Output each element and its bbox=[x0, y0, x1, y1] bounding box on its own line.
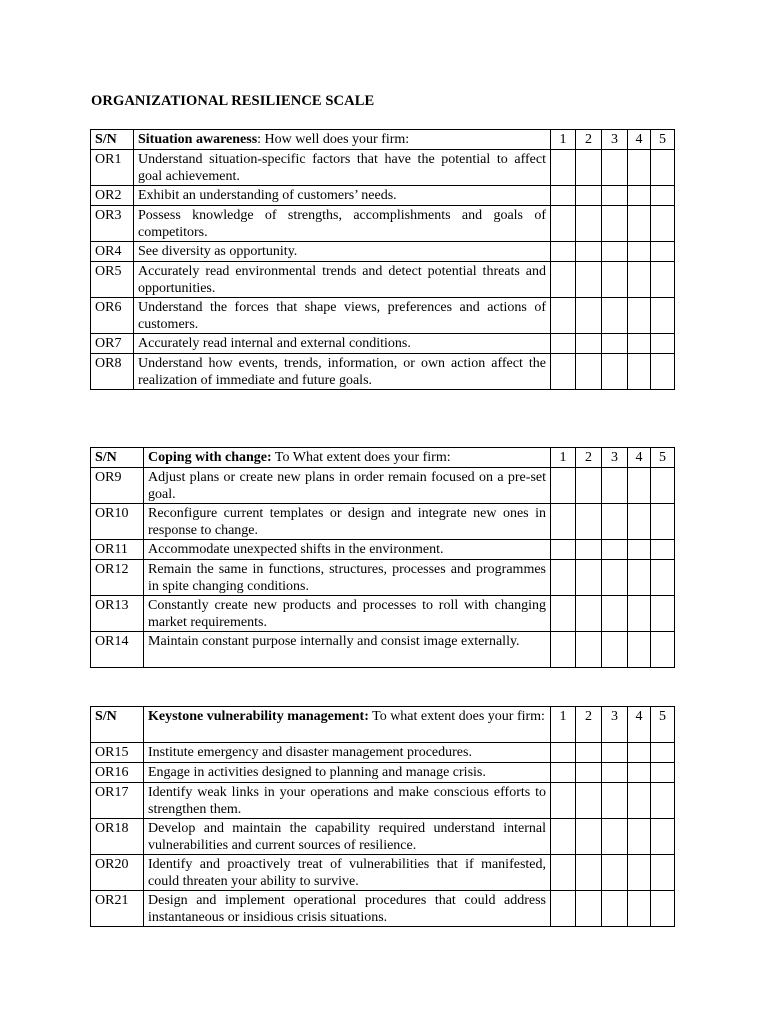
section-heading: Coping with change: To What extent does your firm: bbox=[144, 448, 551, 468]
item-id: OR15 bbox=[91, 743, 144, 763]
rating-cell[interactable] bbox=[576, 783, 602, 819]
item-id: OR5 bbox=[91, 262, 134, 298]
section-heading: Keystone vulnerability management: To what extent does your firm: bbox=[144, 707, 551, 743]
rating-cell[interactable] bbox=[651, 504, 675, 540]
rating-cell[interactable] bbox=[551, 819, 576, 855]
rating-cell[interactable] bbox=[576, 819, 602, 855]
rating-cell[interactable] bbox=[576, 540, 602, 560]
table-row bbox=[91, 504, 675, 540]
item-text: Exhibit an understanding of customers’ needs. bbox=[134, 186, 551, 206]
rating-cell[interactable] bbox=[602, 186, 628, 206]
table-row bbox=[91, 560, 675, 596]
table-row bbox=[91, 186, 675, 206]
rating-header-2: 2 bbox=[576, 448, 602, 468]
rating-cell[interactable] bbox=[602, 334, 628, 354]
item-id: OR21 bbox=[91, 891, 144, 927]
rating-cell[interactable] bbox=[551, 262, 576, 298]
rating-cell[interactable] bbox=[651, 468, 675, 504]
item-id: OR16 bbox=[91, 763, 144, 783]
rating-cell[interactable] bbox=[651, 743, 675, 763]
item-text: Accurately read internal and external conditions. bbox=[134, 334, 551, 354]
rating-cell[interactable] bbox=[628, 891, 651, 927]
rating-cell[interactable] bbox=[628, 298, 651, 334]
rating-cell[interactable] bbox=[651, 354, 675, 390]
table-row bbox=[91, 891, 675, 927]
rating-cell[interactable] bbox=[628, 334, 651, 354]
item-text: Possess knowledge of strengths, accomplishments and goals of competitors. bbox=[134, 206, 551, 242]
item-text: Institute emergency and disaster management procedures. bbox=[144, 743, 551, 763]
rating-header-5: 5 bbox=[651, 707, 675, 743]
rating-cell[interactable] bbox=[602, 891, 628, 927]
rating-cell[interactable] bbox=[651, 150, 675, 186]
rating-cell[interactable] bbox=[628, 206, 651, 242]
rating-cell[interactable] bbox=[628, 743, 651, 763]
rating-header-2: 2 bbox=[576, 707, 602, 743]
rating-cell[interactable] bbox=[602, 298, 628, 334]
item-text: Understand the forces that shape views, preferences and actions of customers. bbox=[134, 298, 551, 334]
sn-header: S/N bbox=[91, 448, 144, 468]
rating-cell[interactable] bbox=[576, 334, 602, 354]
item-id: OR10 bbox=[91, 504, 144, 540]
sn-header: S/N bbox=[91, 707, 144, 743]
rating-cell[interactable] bbox=[576, 855, 602, 891]
table-row bbox=[91, 334, 675, 354]
table-row bbox=[91, 819, 675, 855]
rating-cell[interactable] bbox=[651, 206, 675, 242]
rating-header-1: 1 bbox=[551, 707, 576, 743]
rating-cell[interactable] bbox=[551, 186, 576, 206]
rating-header-4: 4 bbox=[628, 707, 651, 743]
item-text: Accommodate unexpected shifts in the environment. bbox=[144, 540, 551, 560]
rating-cell[interactable] bbox=[628, 150, 651, 186]
table-header-row bbox=[91, 448, 675, 468]
table-row bbox=[91, 298, 675, 334]
rating-cell[interactable] bbox=[576, 596, 602, 632]
rating-header-2: 2 bbox=[576, 130, 602, 150]
rating-cell[interactable] bbox=[551, 354, 576, 390]
rating-cell[interactable] bbox=[576, 206, 602, 242]
rating-cell[interactable] bbox=[602, 743, 628, 763]
item-text: Reconfigure current templates or design and integrate new ones in response to change. bbox=[144, 504, 551, 540]
rating-cell[interactable] bbox=[602, 596, 628, 632]
item-text: Identify and proactively treat of vulnerabilities that if manifested, could threaten your ability to survive. bbox=[144, 855, 551, 891]
rating-cell[interactable] bbox=[628, 354, 651, 390]
rating-cell[interactable] bbox=[651, 242, 675, 262]
rating-header-4: 4 bbox=[628, 130, 651, 150]
item-id: OR2 bbox=[91, 186, 134, 206]
rating-header-1: 1 bbox=[551, 130, 576, 150]
item-id: OR8 bbox=[91, 354, 134, 390]
rating-cell[interactable] bbox=[576, 242, 602, 262]
rating-cell[interactable] bbox=[576, 743, 602, 763]
rating-cell[interactable] bbox=[551, 632, 576, 668]
rating-cell[interactable] bbox=[651, 334, 675, 354]
item-id: OR14 bbox=[91, 632, 144, 668]
rating-cell[interactable] bbox=[628, 596, 651, 632]
rating-cell[interactable] bbox=[576, 468, 602, 504]
rating-cell[interactable] bbox=[576, 504, 602, 540]
rating-cell[interactable] bbox=[551, 891, 576, 927]
table-row bbox=[91, 150, 675, 186]
rating-cell[interactable] bbox=[551, 504, 576, 540]
item-text: Adjust plans or create new plans in order remain focused on a pre-set goal. bbox=[144, 468, 551, 504]
table-row bbox=[91, 540, 675, 560]
rating-cell[interactable] bbox=[576, 891, 602, 927]
item-id: OR13 bbox=[91, 596, 144, 632]
item-text: Understand how events, trends, information, or own action affect the realization of immediate and future goals. bbox=[134, 354, 551, 390]
rating-cell[interactable] bbox=[602, 560, 628, 596]
rating-header-1: 1 bbox=[551, 448, 576, 468]
item-text: Engage in activities designed to planning and manage crisis. bbox=[144, 763, 551, 783]
rating-cell[interactable] bbox=[551, 855, 576, 891]
rating-cell[interactable] bbox=[628, 186, 651, 206]
rating-cell[interactable] bbox=[628, 468, 651, 504]
rating-cell[interactable] bbox=[628, 819, 651, 855]
item-text: Understand situation-specific factors that have the potential to affect goal achievement. bbox=[134, 150, 551, 186]
rating-cell[interactable] bbox=[602, 819, 628, 855]
item-id: OR11 bbox=[91, 540, 144, 560]
rating-cell[interactable] bbox=[651, 596, 675, 632]
rating-cell[interactable] bbox=[576, 632, 602, 668]
rating-cell[interactable] bbox=[576, 262, 602, 298]
rating-cell[interactable] bbox=[551, 242, 576, 262]
item-id: OR20 bbox=[91, 855, 144, 891]
item-text: Identify weak links in your operations and make conscious efforts to strengthen them. bbox=[144, 783, 551, 819]
section-heading: Situation awareness: How well does your firm: bbox=[134, 130, 551, 150]
table-row bbox=[91, 783, 675, 819]
rating-cell[interactable] bbox=[602, 354, 628, 390]
rating-cell[interactable] bbox=[628, 242, 651, 262]
rating-cell[interactable] bbox=[651, 186, 675, 206]
item-text: Maintain constant purpose internally and consist image externally. bbox=[144, 632, 551, 668]
item-id: OR18 bbox=[91, 819, 144, 855]
rating-cell[interactable] bbox=[602, 262, 628, 298]
rating-header-3: 3 bbox=[602, 448, 628, 468]
rating-cell[interactable] bbox=[651, 540, 675, 560]
rating-cell[interactable] bbox=[551, 334, 576, 354]
rating-cell[interactable] bbox=[576, 560, 602, 596]
rating-header-5: 5 bbox=[651, 130, 675, 150]
rating-cell[interactable] bbox=[628, 540, 651, 560]
table-row bbox=[91, 632, 675, 668]
rating-cell[interactable] bbox=[602, 763, 628, 783]
table-row bbox=[91, 262, 675, 298]
item-id: OR12 bbox=[91, 560, 144, 596]
rating-cell[interactable] bbox=[551, 206, 576, 242]
rating-cell[interactable] bbox=[576, 763, 602, 783]
rating-header-3: 3 bbox=[602, 707, 628, 743]
rating-cell[interactable] bbox=[628, 632, 651, 668]
table-header-row bbox=[91, 707, 675, 743]
rating-cell[interactable] bbox=[628, 504, 651, 540]
rating-cell[interactable] bbox=[602, 540, 628, 560]
item-id: OR9 bbox=[91, 468, 144, 504]
item-id: OR3 bbox=[91, 206, 134, 242]
scale-title: ORGANIZATIONAL RESILIENCE SCALE bbox=[91, 93, 375, 109]
rating-cell[interactable] bbox=[551, 743, 576, 763]
rating-cell[interactable] bbox=[651, 819, 675, 855]
rating-cell[interactable] bbox=[551, 150, 576, 186]
table-row bbox=[91, 855, 675, 891]
rating-cell[interactable] bbox=[576, 354, 602, 390]
item-text: Accurately read environmental trends and detect potential threats and opportunities. bbox=[134, 262, 551, 298]
sn-header: S/N bbox=[91, 130, 134, 150]
rating-cell[interactable] bbox=[551, 298, 576, 334]
rating-cell[interactable] bbox=[551, 783, 576, 819]
rating-cell[interactable] bbox=[651, 560, 675, 596]
rating-cell[interactable] bbox=[628, 763, 651, 783]
rating-cell[interactable] bbox=[651, 632, 675, 668]
situation-awareness-table bbox=[90, 129, 675, 390]
keystone-vulnerability-table bbox=[90, 706, 675, 927]
table-row bbox=[91, 206, 675, 242]
rating-cell[interactable] bbox=[551, 540, 576, 560]
item-id: OR4 bbox=[91, 242, 134, 262]
item-id: OR1 bbox=[91, 150, 134, 186]
table-row bbox=[91, 242, 675, 262]
rating-cell[interactable] bbox=[602, 504, 628, 540]
rating-cell[interactable] bbox=[576, 186, 602, 206]
rating-cell[interactable] bbox=[551, 596, 576, 632]
item-id: OR7 bbox=[91, 334, 134, 354]
table-row bbox=[91, 354, 675, 390]
rating-cell[interactable] bbox=[602, 468, 628, 504]
table-header-row bbox=[91, 130, 675, 150]
rating-cell[interactable] bbox=[651, 891, 675, 927]
item-text: Develop and maintain the capability required understand internal vulnerabilities and current sources of resilience. bbox=[144, 819, 551, 855]
rating-cell[interactable] bbox=[628, 262, 651, 298]
item-id: OR17 bbox=[91, 783, 144, 819]
rating-cell[interactable] bbox=[576, 150, 602, 186]
rating-cell[interactable] bbox=[602, 206, 628, 242]
rating-cell[interactable] bbox=[651, 763, 675, 783]
rating-cell[interactable] bbox=[651, 298, 675, 334]
table-row bbox=[91, 468, 675, 504]
item-id: OR6 bbox=[91, 298, 134, 334]
rating-header-5: 5 bbox=[651, 448, 675, 468]
rating-cell[interactable] bbox=[651, 855, 675, 891]
rating-cell[interactable] bbox=[551, 560, 576, 596]
rating-cell[interactable] bbox=[602, 242, 628, 262]
rating-cell[interactable] bbox=[551, 468, 576, 504]
rating-cell[interactable] bbox=[602, 783, 628, 819]
rating-cell[interactable] bbox=[628, 560, 651, 596]
coping-with-change-table bbox=[90, 447, 675, 668]
table-row bbox=[91, 743, 675, 763]
rating-header-3: 3 bbox=[602, 130, 628, 150]
item-text: See diversity as opportunity. bbox=[134, 242, 551, 262]
rating-cell[interactable] bbox=[651, 783, 675, 819]
rating-cell[interactable] bbox=[551, 763, 576, 783]
table-row bbox=[91, 596, 675, 632]
item-text: Constantly create new products and processes to roll with changing market requirements. bbox=[144, 596, 551, 632]
rating-cell[interactable] bbox=[602, 150, 628, 186]
rating-header-4: 4 bbox=[628, 448, 651, 468]
table-row bbox=[91, 763, 675, 783]
rating-cell[interactable] bbox=[651, 262, 675, 298]
rating-cell[interactable] bbox=[576, 298, 602, 334]
item-text: Design and implement operational procedures that could address instantaneous or insidious crisis situations. bbox=[144, 891, 551, 927]
rating-cell[interactable] bbox=[602, 632, 628, 668]
rating-cell[interactable] bbox=[628, 783, 651, 819]
item-text: Remain the same in functions, structures, processes and programmes in spite changing conditions. bbox=[144, 560, 551, 596]
rating-cell[interactable] bbox=[602, 855, 628, 891]
rating-cell[interactable] bbox=[628, 855, 651, 891]
